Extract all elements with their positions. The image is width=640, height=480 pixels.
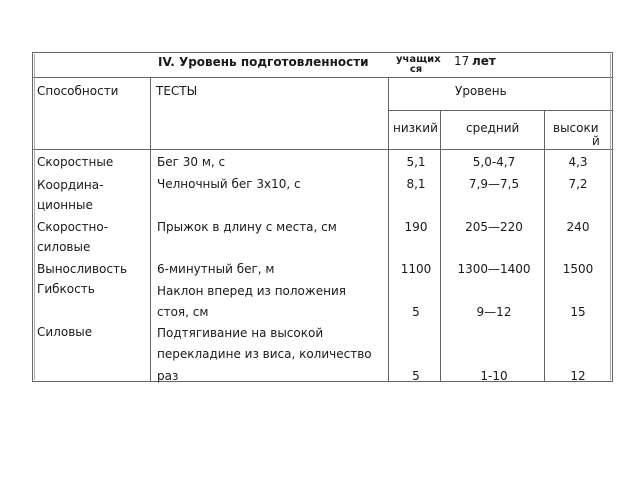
age-number: 17 <box>454 54 470 68</box>
ability-endurance: Выносливость <box>37 262 128 276</box>
table-title: IV. Уровень подготовленности <box>158 55 369 69</box>
high-value-jump: 240 <box>566 220 590 234</box>
high-value-endurance: 1500 <box>562 262 594 276</box>
high-header-line1: высоки <box>553 121 599 135</box>
test-bend-forward-1: Наклон вперед из положения <box>157 284 346 298</box>
low-value-coordination: 8,1 <box>406 177 426 191</box>
ability-speed-strength-2: силовые <box>37 240 91 254</box>
students-label-line1: учащих <box>396 54 441 65</box>
test-shuttle-run: Челночный бег 3х10, с <box>157 177 301 191</box>
test-6min-run: 6-минутный бег, м <box>157 262 275 276</box>
medium-value-speed: 5,0-4,7 <box>472 155 516 169</box>
ability-flexibility: Гибкость <box>37 282 95 296</box>
level-header: Уровень <box>455 84 507 98</box>
test-pullups-3: раз <box>157 369 179 383</box>
medium-value-flexibility: 9—12 <box>476 305 512 319</box>
low-value-speed: 5,1 <box>406 155 426 169</box>
ability-strength: Силовые <box>37 325 93 339</box>
high-value-speed: 4,3 <box>568 155 588 169</box>
low-value-strength: 5 <box>412 369 420 383</box>
students-label-line2: ся <box>409 64 423 75</box>
low-value-flexibility: 5 <box>412 305 420 319</box>
ability-speed-strength-1: Скоростно- <box>37 220 109 234</box>
test-long-jump: Прыжок в длину с места, см <box>157 220 337 234</box>
medium-value-coordination: 7,9—7,5 <box>468 177 520 191</box>
medium-value-jump: 205—220 <box>465 220 523 234</box>
high-value-coordination: 7,2 <box>568 177 588 191</box>
medium-header: средний <box>466 121 520 135</box>
low-header: низкий <box>393 121 438 135</box>
ability-coordination-2: ционные <box>37 198 93 212</box>
tests-header: ТЕСТЫ <box>156 84 198 98</box>
test-pullups-2: перекладине из виса, количество <box>157 347 372 361</box>
low-value-endurance: 1100 <box>400 262 432 276</box>
high-header-line2: й <box>592 134 600 148</box>
high-value-strength: 12 <box>570 369 586 383</box>
test-pullups-1: Подтягивание на высокой <box>157 326 324 340</box>
abilities-header: Способности <box>37 84 119 98</box>
medium-value-endurance: 1300—1400 <box>457 262 531 276</box>
age-unit: лет <box>472 54 496 68</box>
test-bend-forward-2: стоя, см <box>157 305 209 319</box>
ability-coordination-1: Координа- <box>37 178 104 192</box>
ability-speed: Скоростные <box>37 155 114 169</box>
low-value-jump: 190 <box>404 220 428 234</box>
medium-value-strength: 1-10 <box>480 369 508 383</box>
high-value-flexibility: 15 <box>570 305 586 319</box>
test-run-30m: Бег 30 м, с <box>157 155 226 169</box>
